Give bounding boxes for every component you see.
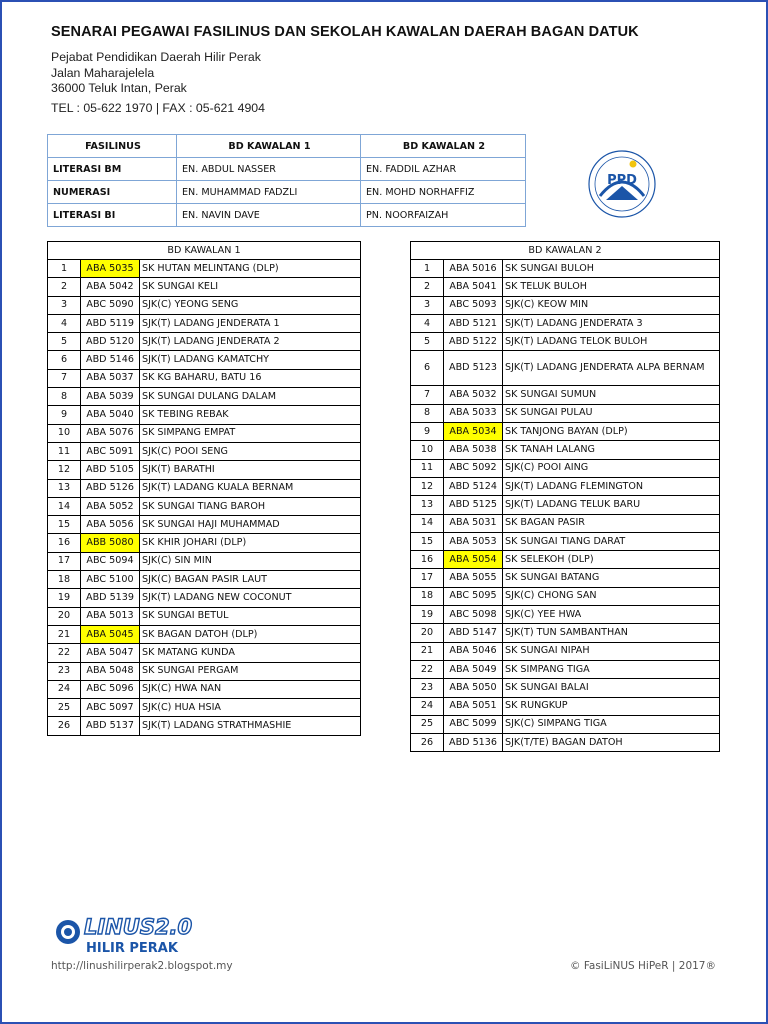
row-number: 7 <box>411 386 444 404</box>
school-name: SK TANJONG BAYAN (DLP) <box>503 423 720 441</box>
row-number: 23 <box>411 679 444 697</box>
officer-cell: EN. NAVIN DAVE <box>177 204 361 227</box>
table-row <box>411 423 720 441</box>
contact-numbers: TEL : 05-622 1970 | FAX : 05-621 4904 <box>51 101 265 115</box>
officer-cell: EN. MUHAMMAD FADZLI <box>177 181 361 204</box>
school-code: ABA 5053 <box>444 532 503 550</box>
subject-cell: LITERASI BM <box>48 158 177 181</box>
school-name: SK MATANG KUNDA <box>140 644 361 662</box>
row-number: 5 <box>411 333 444 351</box>
row-number: 8 <box>411 404 444 422</box>
school-name: SJK(T) LADANG KAMATCHY <box>140 351 361 369</box>
school-code: ABC 5099 <box>444 715 503 733</box>
row-number: 10 <box>411 441 444 459</box>
table-row <box>411 477 720 495</box>
table-row <box>48 680 361 698</box>
row-number: 14 <box>48 497 81 515</box>
school-code: ABD 5147 <box>444 624 503 642</box>
school-name: SK SUNGAI SUMUN <box>503 386 720 404</box>
school-code: ABC 5096 <box>81 680 140 698</box>
school-code: ABA 5041 <box>444 278 503 296</box>
school-code: ABA 5040 <box>81 406 140 424</box>
school-code: ABD 5120 <box>81 333 140 351</box>
linus-logo <box>52 912 232 956</box>
table-row <box>411 496 720 514</box>
kawalan2-heading: BD KAWALAN 2 <box>411 242 720 260</box>
school-code: ABA 5050 <box>444 679 503 697</box>
table-row <box>48 625 361 643</box>
kawalan2-heading-row <box>411 242 720 260</box>
officers-row <box>48 158 526 181</box>
table-row <box>48 516 361 534</box>
subject-cell: LITERASI BI <box>48 204 177 227</box>
school-code: ABB 5080 <box>81 534 140 552</box>
kawalan1-heading: BD KAWALAN 1 <box>48 242 361 260</box>
officers-row <box>48 204 526 227</box>
table-row <box>411 606 720 624</box>
table-row <box>411 441 720 459</box>
school-code: ABA 5051 <box>444 697 503 715</box>
school-code: ABD 5126 <box>81 479 140 497</box>
table-row <box>48 278 361 296</box>
school-name: SJK(T) LADANG KUALA BERNAM <box>140 479 361 497</box>
school-code: ABD 5136 <box>444 734 503 752</box>
school-name: SJK(T) LADANG TELUK BARU <box>503 496 720 514</box>
blog-link[interactable]: http://linushilirperak2.blogspot.my <box>51 960 233 972</box>
table-row <box>411 697 720 715</box>
ppd-logo-text: PPD <box>607 173 637 188</box>
table-row <box>48 571 361 589</box>
school-name: SK TANAH LALANG <box>503 441 720 459</box>
row-number: 11 <box>411 459 444 477</box>
row-number: 10 <box>48 424 81 442</box>
table-row <box>411 278 720 296</box>
address-line: 36000 Teluk Intan, Perak <box>51 81 187 95</box>
school-code: ABA 5049 <box>444 660 503 678</box>
row-number: 17 <box>48 552 81 570</box>
school-code: ABA 5046 <box>444 642 503 660</box>
school-code: ABA 5037 <box>81 369 140 387</box>
school-code: ABD 5105 <box>81 461 140 479</box>
row-number: 2 <box>411 278 444 296</box>
row-number: 12 <box>411 477 444 495</box>
table-row <box>411 314 720 332</box>
school-code: ABA 5056 <box>81 516 140 534</box>
school-code: ABD 5137 <box>81 717 140 735</box>
row-number: 3 <box>411 296 444 314</box>
school-code: ABA 5052 <box>81 497 140 515</box>
row-number: 26 <box>411 734 444 752</box>
table-row <box>48 479 361 497</box>
row-number: 21 <box>48 625 81 643</box>
row-number: 18 <box>48 571 81 589</box>
school-name: SJK(T) LADANG JENDERATA 2 <box>140 333 361 351</box>
school-name: SK KHIR JOHARI (DLP) <box>140 534 361 552</box>
row-number: 13 <box>48 479 81 497</box>
officers-header-row <box>48 135 526 158</box>
table-row <box>48 296 361 314</box>
row-number: 21 <box>411 642 444 660</box>
page-title: SENARAI PEGAWAI FASILINUS DAN SEKOLAH KAWALAN DAERAH BAGAN DATUK <box>51 24 639 40</box>
office-address <box>51 50 261 97</box>
row-number: 7 <box>48 369 81 387</box>
subject-cell: NUMERASI <box>48 181 177 204</box>
address-line: Jalan Maharajelela <box>51 65 155 80</box>
school-code: ABA 5035 <box>81 260 140 278</box>
school-code: ABC 5095 <box>444 587 503 605</box>
row-number: 25 <box>48 699 81 717</box>
school-name: SK SUNGAI BALAI <box>503 679 720 697</box>
table-row <box>411 624 720 642</box>
school-name: SJK(T) LADANG TELOK BULOH <box>503 333 720 351</box>
row-number: 25 <box>411 715 444 733</box>
officers-table <box>47 134 526 227</box>
school-name: SJK(C) SIMPANG TIGA <box>503 715 720 733</box>
row-number: 9 <box>48 406 81 424</box>
school-name: SJK(T) LADANG JENDERATA ALPA BERNAM <box>503 351 720 386</box>
row-number: 1 <box>411 260 444 278</box>
school-code: ABA 5038 <box>444 441 503 459</box>
table-row <box>411 642 720 660</box>
row-number: 9 <box>411 423 444 441</box>
row-number: 18 <box>411 587 444 605</box>
school-code: ABD 5121 <box>444 314 503 332</box>
school-name: SJK(C) HWA NAN <box>140 680 361 698</box>
school-code: ABD 5139 <box>81 589 140 607</box>
row-number: 2 <box>48 278 81 296</box>
school-code: ABD 5146 <box>81 351 140 369</box>
school-code: ABA 5033 <box>444 404 503 422</box>
school-code: ABC 5092 <box>444 459 503 477</box>
table-row <box>411 532 720 550</box>
row-number: 3 <box>48 296 81 314</box>
table-row <box>48 534 361 552</box>
school-name: SK SUNGAI TIANG DARAT <box>503 532 720 550</box>
school-name: SK SUNGAI DULANG DALAM <box>140 388 361 406</box>
school-code: ABD 5125 <box>444 496 503 514</box>
school-code: ABA 5047 <box>81 644 140 662</box>
school-name: SK SUNGAI BATANG <box>503 569 720 587</box>
school-name: SK SUNGAI PULAU <box>503 404 720 422</box>
kawalan1-heading-row <box>48 242 361 260</box>
school-name: SJK(T) LADANG FLEMINGTON <box>503 477 720 495</box>
school-code: ABA 5042 <box>81 278 140 296</box>
row-number: 15 <box>411 532 444 550</box>
row-number: 16 <box>48 534 81 552</box>
table-row <box>411 514 720 532</box>
school-code: ABA 5076 <box>81 424 140 442</box>
school-name: SK BAGAN DATOH (DLP) <box>140 625 361 643</box>
table-row <box>411 715 720 733</box>
school-name: SJK(C) SIN MIN <box>140 552 361 570</box>
linus-logo-text: LINUS2.0 <box>84 915 193 939</box>
linus-logo-sub: HILIR PERAK <box>86 941 178 956</box>
table-row <box>411 551 720 569</box>
school-name: SK BAGAN PASIR <box>503 514 720 532</box>
row-number: 15 <box>48 516 81 534</box>
school-code: ABC 5094 <box>81 552 140 570</box>
school-code: ABA 5032 <box>444 386 503 404</box>
school-code: ABA 5013 <box>81 607 140 625</box>
column-header: FASILINUS <box>48 135 177 158</box>
school-name: SK HUTAN MELINTANG (DLP) <box>140 260 361 278</box>
school-name: SK SUNGAI NIPAH <box>503 642 720 660</box>
school-code: ABA 5016 <box>444 260 503 278</box>
school-code: ABC 5098 <box>444 606 503 624</box>
school-code: ABD 5119 <box>81 314 140 332</box>
school-name: SJK(C) KEOW MIN <box>503 296 720 314</box>
table-row <box>48 333 361 351</box>
school-name: SK SIMPANG EMPAT <box>140 424 361 442</box>
school-code: ABA 5054 <box>444 551 503 569</box>
row-number: 6 <box>411 351 444 386</box>
table-row <box>411 296 720 314</box>
school-code: ABA 5031 <box>444 514 503 532</box>
school-name: SJK(T/TE) BAGAN DATOH <box>503 734 720 752</box>
officer-cell: EN. MOHD NORHAFFIZ <box>361 181 526 204</box>
school-code: ABA 5039 <box>81 388 140 406</box>
school-code: ABC 5100 <box>81 571 140 589</box>
school-name: SJK(C) POOI AING <box>503 459 720 477</box>
column-header: BD KAWALAN 1 <box>177 135 361 158</box>
table-row <box>411 386 720 404</box>
school-name: SK SUNGAI BULOH <box>503 260 720 278</box>
table-row <box>48 552 361 570</box>
school-name: SK SUNGAI BETUL <box>140 607 361 625</box>
school-name: SJK(C) HUA HSIA <box>140 699 361 717</box>
school-name: SK TELUK BULOH <box>503 278 720 296</box>
school-name: SK TEBING REBAK <box>140 406 361 424</box>
row-number: 17 <box>411 569 444 587</box>
school-code: ABA 5055 <box>444 569 503 587</box>
table-row <box>48 442 361 460</box>
table-row <box>48 388 361 406</box>
row-number: 12 <box>48 461 81 479</box>
school-code: ABD 5124 <box>444 477 503 495</box>
school-name: SK KG BAHARU, BATU 16 <box>140 369 361 387</box>
school-name: SK SUNGAI TIANG BAROH <box>140 497 361 515</box>
table-row <box>48 424 361 442</box>
table-row <box>48 406 361 424</box>
school-code: ABC 5093 <box>444 296 503 314</box>
school-name: SK SUNGAI HAJI MUHAMMAD <box>140 516 361 534</box>
row-number: 22 <box>48 644 81 662</box>
school-name: SK SIMPANG TIGA <box>503 660 720 678</box>
school-name: SK RUNGKUP <box>503 697 720 715</box>
row-number: 20 <box>48 607 81 625</box>
row-number: 24 <box>411 697 444 715</box>
officer-cell: EN. FADDIL AZHAR <box>361 158 526 181</box>
row-number: 19 <box>48 589 81 607</box>
row-number: 13 <box>411 496 444 514</box>
table-row <box>411 660 720 678</box>
row-number: 6 <box>48 351 81 369</box>
table-row <box>48 589 361 607</box>
school-code: ABD 5123 <box>444 351 503 386</box>
row-number: 19 <box>411 606 444 624</box>
table-row <box>48 607 361 625</box>
school-code: ABC 5097 <box>81 699 140 717</box>
school-code: ABA 5048 <box>81 662 140 680</box>
officer-cell: PN. NOORFAIZAH <box>361 204 526 227</box>
school-code: ABD 5122 <box>444 333 503 351</box>
table-row <box>48 699 361 717</box>
row-number: 26 <box>48 717 81 735</box>
table-row <box>411 734 720 752</box>
kawalan1-table <box>47 241 361 736</box>
school-name: SJK(C) YEONG SENG <box>140 296 361 314</box>
row-number: 16 <box>411 551 444 569</box>
row-number: 14 <box>411 514 444 532</box>
table-row <box>411 569 720 587</box>
table-row <box>411 679 720 697</box>
row-number: 4 <box>411 314 444 332</box>
school-name: SJK(C) YEE HWA <box>503 606 720 624</box>
school-name: SJK(T) LADANG JENDERATA 1 <box>140 314 361 332</box>
school-name: SK SUNGAI KELI <box>140 278 361 296</box>
row-number: 24 <box>48 680 81 698</box>
school-code: ABC 5090 <box>81 296 140 314</box>
address-line: Pejabat Pendidikan Daerah Hilir Perak <box>51 50 261 64</box>
officers-row <box>48 181 526 204</box>
row-number: 22 <box>411 660 444 678</box>
kawalan2-table <box>410 241 720 752</box>
row-number: 23 <box>48 662 81 680</box>
row-number: 11 <box>48 442 81 460</box>
table-row <box>48 369 361 387</box>
school-name: SJK(C) POOI SENG <box>140 442 361 460</box>
table-row <box>411 333 720 351</box>
table-row <box>411 351 720 386</box>
school-name: SJK(T) BARATHI <box>140 461 361 479</box>
row-number: 8 <box>48 388 81 406</box>
column-header: BD KAWALAN 2 <box>361 135 526 158</box>
row-number: 5 <box>48 333 81 351</box>
table-row <box>48 314 361 332</box>
school-name: SJK(T) LADANG JENDERATA 3 <box>503 314 720 332</box>
table-row <box>411 260 720 278</box>
table-row <box>48 662 361 680</box>
school-name: SK SELEKOH (DLP) <box>503 551 720 569</box>
table-row <box>48 260 361 278</box>
row-number: 1 <box>48 260 81 278</box>
school-name: SJK(C) CHONG SAN <box>503 587 720 605</box>
row-number: 20 <box>411 624 444 642</box>
school-name: SJK(T) LADANG NEW COCONUT <box>140 589 361 607</box>
school-code: ABA 5045 <box>81 625 140 643</box>
school-code: ABC 5091 <box>81 442 140 460</box>
school-name: SJK(C) BAGAN PASIR LAUT <box>140 571 361 589</box>
table-row <box>48 351 361 369</box>
officer-cell: EN. ABDUL NASSER <box>177 158 361 181</box>
table-row <box>48 717 361 735</box>
school-name: SJK(T) LADANG STRATHMASHIE <box>140 717 361 735</box>
school-code: ABA 5034 <box>444 423 503 441</box>
table-row <box>411 459 720 477</box>
table-row <box>411 587 720 605</box>
table-row <box>48 644 361 662</box>
table-row <box>48 461 361 479</box>
row-number: 4 <box>48 314 81 332</box>
school-name: SK SUNGAI PERGAM <box>140 662 361 680</box>
ppd-logo <box>586 148 658 220</box>
table-row <box>48 497 361 515</box>
copyright-text: © FasiLiNUS HiPeR | 2017® <box>569 960 716 972</box>
school-name: SJK(T) TUN SAMBANTHAN <box>503 624 720 642</box>
table-row <box>411 404 720 422</box>
